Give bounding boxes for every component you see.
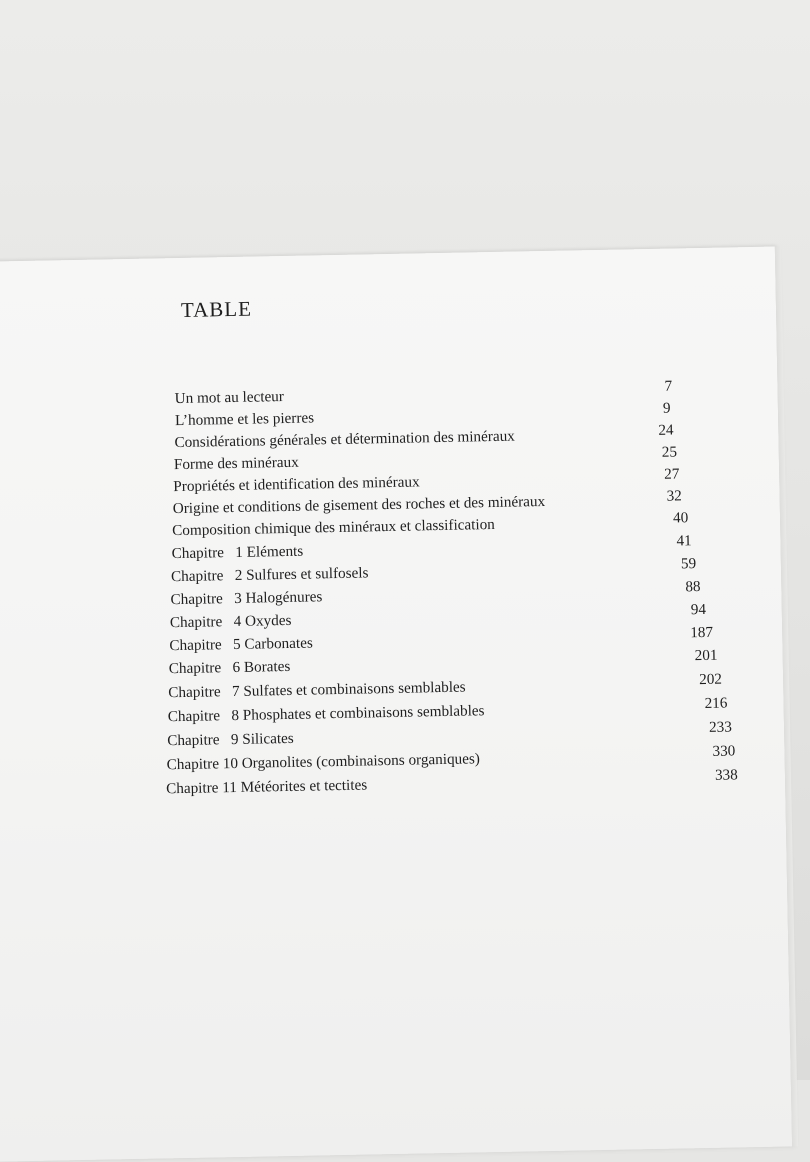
toc-entry-page-number: 25 xyxy=(662,443,678,461)
toc-entry-label: Un mot au lecteur xyxy=(174,388,284,408)
toc-entry-page-number: 233 xyxy=(709,718,732,736)
toc-entry-label: Chapitre 6 Borates xyxy=(169,658,291,678)
table-of-contents xyxy=(0,247,792,1162)
book-page xyxy=(0,247,793,1162)
toc-entry-page-number: 27 xyxy=(664,465,680,483)
toc-entry-label: Propriétés et identification des minéraux xyxy=(173,473,420,496)
toc-entry-label: Chapitre 4 Oxydes xyxy=(170,612,292,632)
toc-entry-label: Chapitre 5 Carbonates xyxy=(169,634,313,655)
toc-entry-page-number: 9 xyxy=(663,400,671,418)
toc-entry-label: Chapitre 11 Météorites et tectites xyxy=(166,776,367,798)
toc-entry-page-number: 201 xyxy=(695,647,718,665)
toc-entry-page-number: 187 xyxy=(690,624,713,642)
toc-entry-page-number: 338 xyxy=(715,766,738,784)
toc-entry-page-number: 202 xyxy=(699,671,722,689)
toc-entry-page-number: 32 xyxy=(666,487,682,505)
toc-entry-label: Chapitre 10 Organolites (combinaisons organiques) xyxy=(167,750,481,774)
toc-entry-label: Chapitre 8 Phosphates et combinaisons semblables xyxy=(168,702,485,726)
toc-entry-label: Considérations générales et détermination des minéraux xyxy=(174,428,515,453)
toc-entry-label: Chapitre 2 Sulfures et sulfosels xyxy=(171,564,369,586)
toc-entry-page-number: 40 xyxy=(673,509,689,527)
toc-entry-label: Chapitre 7 Sulfates et combinaisons semblables xyxy=(168,679,466,703)
toc-entry-page-number: 7 xyxy=(664,378,672,396)
toc-entry-page-number: 59 xyxy=(681,555,697,573)
toc-entry-page-number: 24 xyxy=(658,422,674,440)
toc-entry-label: L’homme et les pierres xyxy=(175,409,314,430)
toc-entry-page-number: 41 xyxy=(676,532,692,550)
toc-entry-label: Chapitre 1 Eléments xyxy=(171,543,303,564)
page-title: TABLE xyxy=(181,297,252,323)
toc-entry-page-number: 216 xyxy=(704,695,727,713)
toc-entry-label: Chapitre 3 Halogénures xyxy=(170,588,322,609)
toc-entry-page-number: 330 xyxy=(712,742,735,760)
toc-entry-page-number: 94 xyxy=(691,601,707,619)
toc-entry-label: Origine et conditions de gisement des roches et des minéraux xyxy=(173,493,546,518)
toc-entry-label: Forme des minéraux xyxy=(174,454,299,474)
toc-entry-label: Chapitre 9 Silicates xyxy=(167,730,294,750)
toc-entry-label: Composition chimique des minéraux et classification xyxy=(172,516,495,540)
toc-entry-page-number: 88 xyxy=(685,578,701,596)
